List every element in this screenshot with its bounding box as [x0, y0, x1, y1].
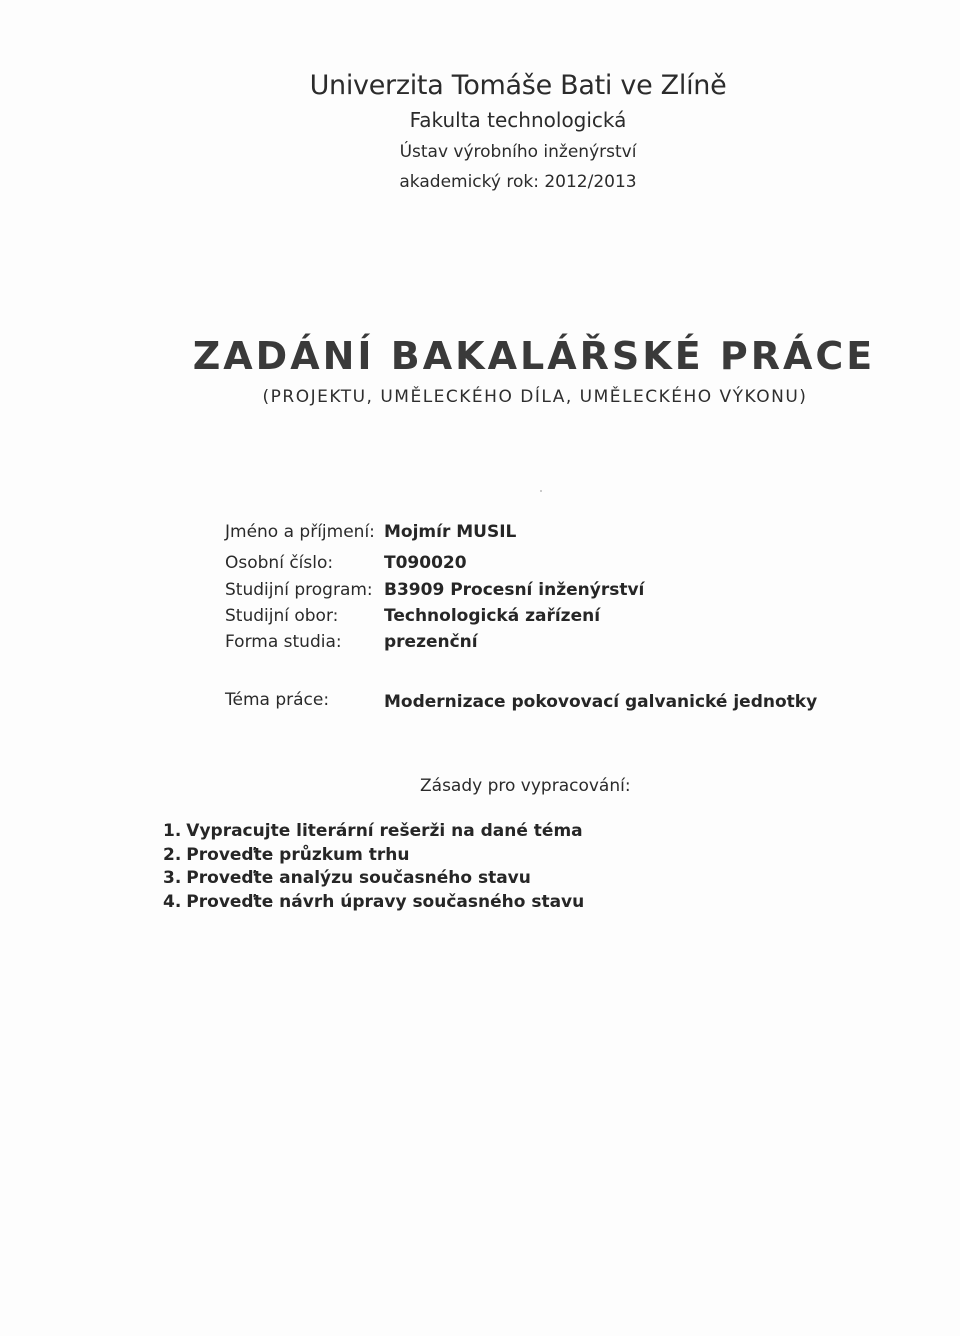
list-item-number: 4. — [163, 891, 182, 912]
topic-value: Modernizace pokovovací galvanické jednotky — [384, 692, 818, 712]
guidelines-heading: Zásady pro vypracování: — [420, 776, 631, 796]
scan-speck — [540, 490, 542, 492]
list-item — [163, 891, 584, 915]
guidelines-list — [163, 820, 584, 914]
name-label: Jméno a příjmení: — [225, 522, 375, 542]
study-field-value: Technologická zařízení — [384, 606, 601, 626]
study-form-label: Forma studia: — [225, 632, 342, 652]
list-item-text: Proveďte analýzu současného stavu — [186, 868, 531, 888]
list-item — [163, 867, 584, 891]
list-item-text: Proveďte průzkum trhu — [186, 844, 410, 865]
study-field-label: Studijní obor: — [225, 606, 339, 626]
personal-number-label: Osobní číslo: — [225, 553, 334, 573]
list-item-number: 1. — [163, 821, 182, 841]
name-value: Mojmír MUSIL — [384, 522, 517, 542]
list-item-number: 2. — [163, 844, 182, 865]
list-item-text: Vypracujte literární rešerži na dané téma — [186, 821, 583, 841]
list-item-number: 3. — [163, 868, 182, 888]
study-program-label: Studijní program: — [225, 580, 373, 600]
academic-year: akademický rok: 2012/2013 — [399, 172, 637, 192]
topic-label: Téma práce: — [225, 690, 330, 710]
list-item — [163, 820, 584, 844]
institute-name: Ústav výrobního inženýrství — [399, 142, 637, 162]
personal-number-value: T090020 — [384, 553, 467, 573]
document-subtitle: (PROJEKTU, UMĚLECKÉHO DÍLA, UMĚLECKÉHO VÝKONU) — [262, 387, 808, 407]
university-name: Univerzita Tomáše Bati ve Zlíně — [309, 70, 727, 101]
study-program-value: B3909 Procesní inženýrství — [384, 580, 645, 600]
list-item-text: Proveďte návrh úpravy současného stavu — [186, 891, 585, 912]
list-item — [163, 844, 584, 868]
faculty-name: Fakulta technologická — [409, 108, 627, 132]
document-title: ZADÁNÍ BAKALÁŘSKÉ PRÁCE — [192, 334, 876, 378]
study-form-value: prezenční — [384, 632, 478, 652]
